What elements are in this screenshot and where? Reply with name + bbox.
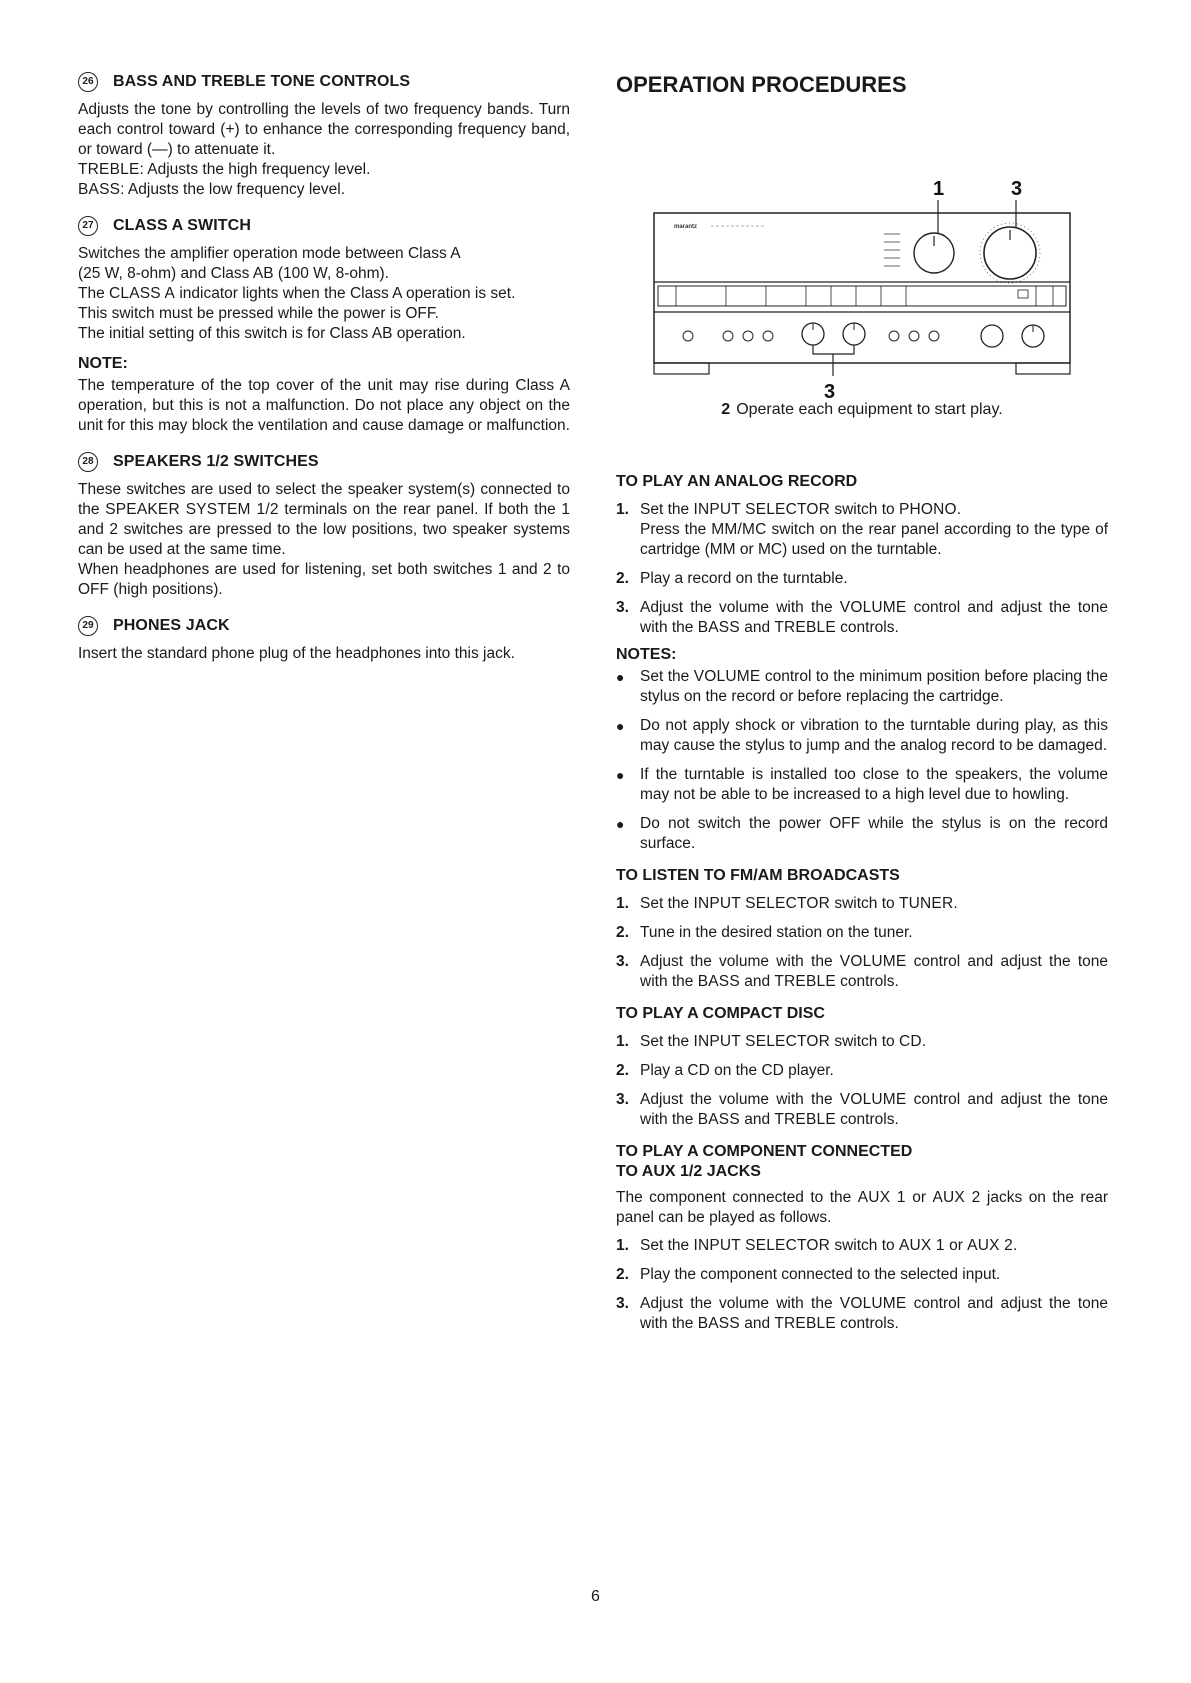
text-span: The xyxy=(78,285,110,302)
callout-3-top: 3 xyxy=(1011,178,1023,200)
section-heading xyxy=(78,216,570,236)
page-number: 6 xyxy=(591,1588,600,1605)
text-span: controls. xyxy=(835,619,899,636)
note-text: Do not apply shock or vibration to the turntable during play, as this may cause the stylus to jump and the analog record to be damaged. xyxy=(640,717,1108,754)
key-term: INPUT SELECTOR xyxy=(693,1033,831,1050)
class-a-key: CLASS A xyxy=(109,285,176,302)
text-span: Set the xyxy=(640,895,694,912)
text-span: Set the xyxy=(640,668,694,685)
step-number: 2. xyxy=(616,570,629,587)
step-number: 3. xyxy=(616,1091,629,1108)
step-item xyxy=(616,894,1108,914)
callout-1: 1 xyxy=(933,178,945,200)
step-text: Play the component connected to the selected input. xyxy=(640,1266,1001,1283)
step-number: 1. xyxy=(616,895,629,912)
step-item xyxy=(616,923,1108,943)
text-span: Adjust the volume with the xyxy=(640,1091,840,1108)
key-term: CD xyxy=(898,1033,922,1050)
step-number: 2. xyxy=(616,1062,629,1079)
step-list xyxy=(616,894,1108,992)
key-term: MM/MC xyxy=(711,521,767,538)
text-span: . xyxy=(921,1033,927,1050)
bass-line xyxy=(78,180,570,200)
key-term: INPUT SELECTOR xyxy=(693,1237,831,1254)
right-column xyxy=(616,72,1108,1343)
text-span: . xyxy=(956,501,962,518)
body-line: This switch must be pressed while the power is OFF. xyxy=(78,305,439,322)
section-title: SPEAKERS 1/2 SWITCHES xyxy=(113,453,319,470)
section-heading xyxy=(78,72,570,92)
text-span: Adjust the volume with the xyxy=(640,953,840,970)
step-item xyxy=(616,598,1108,638)
diagram-caption xyxy=(616,400,1108,420)
text-span: Set the xyxy=(640,1237,694,1254)
text-span: control and adjust the tone with the xyxy=(640,599,1108,636)
body-line: The initial setting of this switch is for Class AB operation. xyxy=(78,325,466,342)
step-text: Play a record on the turntable. xyxy=(640,570,848,587)
text-span: control and adjust the tone with the xyxy=(640,953,1108,990)
text-span: control to the minimum position before placing the stylus on the record or before replacing the cartridge. xyxy=(640,668,1108,705)
key-term: BASS xyxy=(697,973,740,990)
key-term: TREBLE xyxy=(774,973,836,990)
note-text xyxy=(640,667,1108,707)
text-span: The component connected to the xyxy=(616,1189,858,1206)
item-number-badge: 28 xyxy=(78,452,98,472)
section-heading xyxy=(78,616,570,636)
step-list xyxy=(616,1236,1108,1334)
section-body xyxy=(78,480,570,560)
page-title: OPERATION PROCEDURES xyxy=(616,72,907,97)
text-span: Set the xyxy=(640,1033,694,1050)
step-text xyxy=(640,598,1108,638)
step-item xyxy=(616,1236,1108,1256)
section-title: CLASS A SWITCH xyxy=(113,217,251,234)
text-span: controls. xyxy=(835,1315,899,1332)
key-term: TREBLE xyxy=(774,619,836,636)
step-number: 1. xyxy=(616,1033,629,1050)
key-term: PHONO xyxy=(898,501,957,518)
text-span: . xyxy=(1012,1237,1018,1254)
amplifier-illustration xyxy=(616,108,1108,403)
section-fm-am xyxy=(616,866,1108,992)
key-term: AUX 1 xyxy=(857,1189,906,1206)
text-span: control and adjust the tone with the xyxy=(640,1295,1108,1332)
key-term: AUX 2 xyxy=(967,1237,1013,1254)
key-term: BASS xyxy=(697,619,740,636)
step-list xyxy=(616,1032,1108,1130)
step-text: Play a CD on the CD player. xyxy=(640,1062,834,1079)
text-span: Adjust the volume with the xyxy=(640,599,840,616)
step-item xyxy=(616,1265,1108,1285)
step-item xyxy=(616,1061,1108,1081)
step-item xyxy=(616,500,1108,560)
key-term: BASS xyxy=(697,1111,740,1128)
section-body-2: When headphones are used for listening, set both switches 1 and 2 to OFF (high positions). xyxy=(78,561,570,598)
step-number: 3. xyxy=(616,599,629,616)
step-list xyxy=(616,500,1108,638)
aux-intro xyxy=(616,1188,1108,1228)
text-span: Set the xyxy=(640,501,694,518)
step-item xyxy=(616,1090,1108,1130)
section-body: Insert the standard phone plug of the headphones into this jack. xyxy=(78,645,515,662)
title-line: TO PLAY A COMPONENT CONNECTED xyxy=(616,1143,913,1160)
key-term: INPUT SELECTOR xyxy=(693,895,831,912)
text-span: and xyxy=(739,973,775,990)
note-item xyxy=(616,765,1108,805)
text-span: and xyxy=(739,1111,775,1128)
text-span: jacks on the rear panel can be played as follows. xyxy=(616,1189,1108,1226)
text-span: These switches are used to select the speaker system(s) connected to the xyxy=(78,481,570,518)
note-body: The temperature of the top cover of the unit may rise during Class A operation, but this is not a malfunction. Do not place any object on the unit for this may block the ventilation and cause damage or malfunction. xyxy=(78,377,570,434)
text-span: switch to xyxy=(830,1033,899,1050)
text-span: control and adjust the tone with the xyxy=(640,1091,1108,1128)
text-span: or xyxy=(944,1237,968,1254)
step-text xyxy=(640,952,1108,992)
section-title: PHONES JACK xyxy=(113,617,230,634)
note-item xyxy=(616,667,1108,707)
text-span: switch to xyxy=(830,501,899,518)
bullet-icon: ● xyxy=(616,718,625,734)
note-title: NOTE: xyxy=(78,355,128,372)
speaker-system-key: SPEAKER SYSTEM 1/2 xyxy=(105,501,279,518)
note-text: If the turntable is installed too close to the speakers, the volume may not be able to be increased to a high level due to howling. xyxy=(640,766,1108,803)
item-number-badge: 26 xyxy=(78,72,98,92)
key-term: VOLUME xyxy=(693,668,761,685)
caption-text: Operate each equipment to start play. xyxy=(736,401,1003,418)
body-line: (25 W, 8-ohm) and Class AB (100 W, 8-ohm). xyxy=(78,265,389,282)
bass-desc: : Adjusts the low frequency level. xyxy=(120,181,346,198)
step-number: 3. xyxy=(616,953,629,970)
key-term: TREBLE xyxy=(774,1315,836,1332)
section-aux xyxy=(616,1142,1108,1334)
left-column xyxy=(78,72,570,680)
body-line xyxy=(78,284,570,304)
step-number: 3. xyxy=(616,1295,629,1312)
section-bass-treble xyxy=(78,72,570,200)
key-term: AUX 2 xyxy=(932,1189,981,1206)
caption-number: 2 xyxy=(721,401,731,418)
section-class-a xyxy=(78,216,570,436)
text-span: switch to xyxy=(830,1237,899,1254)
text-span: Press the xyxy=(640,521,712,538)
section-title: TO LISTEN TO FM/AM BROADCASTS xyxy=(616,867,900,884)
key-term: BASS xyxy=(697,1315,740,1332)
notes-list xyxy=(616,667,1108,854)
text-span: and xyxy=(739,619,775,636)
section-body: Adjusts the tone by controlling the levels of two frequency bands. Turn each control toward (+) to enhance the corresponding frequency band, or toward (—) to attenuate it. xyxy=(78,101,570,158)
bullet-icon: ● xyxy=(616,816,625,832)
amplifier-front-panel-diagram xyxy=(616,108,1108,403)
key-term: VOLUME xyxy=(839,953,907,970)
notes-title: NOTES: xyxy=(616,646,677,663)
text-span: terminals on the rear panel. If both the 1 and 2 switches are pressed to the low positions, two speaker systems can be used at the same time. xyxy=(78,501,571,558)
step-number: 1. xyxy=(616,501,629,518)
note-text: Do not switch the power OFF while the stylus is on the record surface. xyxy=(640,815,1108,852)
brand-label: marantz xyxy=(674,224,698,230)
bullet-icon: ● xyxy=(616,669,625,685)
section-compact-disc xyxy=(616,1004,1108,1130)
step-item xyxy=(616,1294,1108,1334)
step-text xyxy=(640,1032,1108,1052)
text-span: or xyxy=(905,1189,933,1206)
section-title: BASS AND TREBLE TONE CONTROLS xyxy=(113,73,411,90)
text-span: indicator lights when the Class A operation is set. xyxy=(175,285,516,302)
text-span: switch on the rear panel according to the type of cartridge (MM or MC) used on the turntable. xyxy=(640,521,1109,558)
step-number: 2. xyxy=(616,1266,629,1283)
item-number-badge: 27 xyxy=(78,216,98,236)
step-text xyxy=(640,500,1108,560)
section-analog-record xyxy=(616,472,1108,638)
key-term: TREBLE xyxy=(774,1111,836,1128)
text-span: Adjust the volume with the xyxy=(640,1295,840,1312)
step-text xyxy=(640,1090,1108,1130)
section-title xyxy=(616,1142,1108,1182)
key-term: TUNER xyxy=(898,895,954,912)
body-line: Switches the amplifier operation mode between Class A xyxy=(78,245,461,262)
section-notes xyxy=(616,645,1108,854)
title-line: TO AUX 1/2 JACKS xyxy=(616,1163,761,1180)
step-text xyxy=(640,1294,1108,1334)
text-span: controls. xyxy=(835,973,899,990)
text-span: switch to xyxy=(830,895,899,912)
key-term: VOLUME xyxy=(839,599,907,616)
step-item xyxy=(616,952,1108,992)
treble-key: TREBLE xyxy=(78,161,140,178)
callout-3-bottom: 3 xyxy=(824,381,836,403)
section-phones xyxy=(78,616,570,664)
step-number: 1. xyxy=(616,1237,629,1254)
text-span: controls. xyxy=(835,1111,899,1128)
section-speakers xyxy=(78,452,570,600)
step-item xyxy=(616,1032,1108,1052)
section-title: TO PLAY A COMPACT DISC xyxy=(616,1005,825,1022)
step-text xyxy=(640,894,1108,914)
key-term: VOLUME xyxy=(839,1295,907,1312)
text-span: and xyxy=(739,1315,775,1332)
step-item xyxy=(616,569,1108,589)
section-heading xyxy=(78,452,570,472)
step-text: Tune in the desired station on the tuner. xyxy=(640,924,913,941)
step-number: 2. xyxy=(616,924,629,941)
step-text xyxy=(640,1236,1108,1256)
key-term: AUX 1 xyxy=(898,1237,945,1254)
text-span: . xyxy=(953,895,958,912)
item-number-badge: 29 xyxy=(78,616,98,636)
treble-desc: : Adjusts the high frequency level. xyxy=(139,161,371,178)
note-item xyxy=(616,716,1108,756)
treble-line xyxy=(78,160,570,180)
note-item xyxy=(616,814,1108,854)
key-term: INPUT SELECTOR xyxy=(693,501,831,518)
key-term: VOLUME xyxy=(839,1091,907,1108)
bullet-icon: ● xyxy=(616,767,625,783)
section-title: TO PLAY AN ANALOG RECORD xyxy=(616,473,858,490)
bass-key: BASS xyxy=(78,181,121,198)
